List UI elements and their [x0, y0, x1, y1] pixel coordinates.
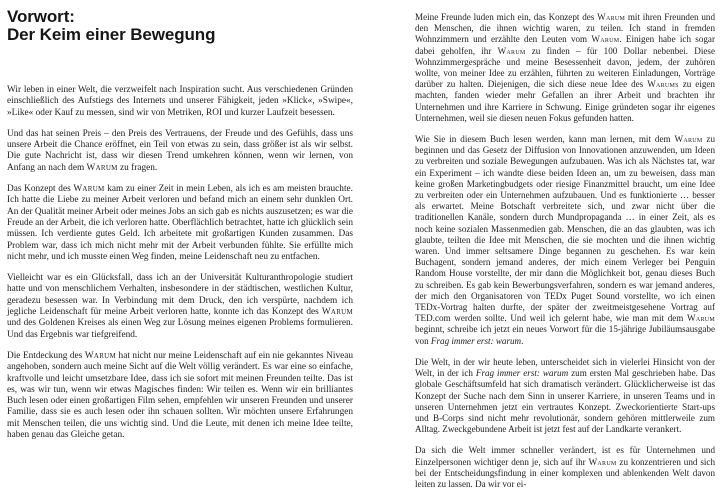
smallcaps-term: Warum	[674, 134, 703, 145]
text-run: Meine Freunde luden mich ein, das Konzept des	[415, 12, 598, 22]
text-run: und des Goldenen Kreises als einen Weg zur Lösung meines eigenen Problems formulieren. Und das Ergebnis war tiefgreifend.	[7, 318, 353, 340]
text-run: zum ersten Mal geschrieben habe. Das globale Geschäftsumfeld hat sich dramatisch verändert. Glücklicherweise ist das Konzept der Suche nach dem Sinn in unserer Karriere, in unseren Teams und in unseren Unternehmen jetzt ein vertrautes Konzept. Zweckorientierte Start-ups und B-Corps sind nicht mehr revolutionär, sondern gehören mittlerweile zum Alltag. Zweckgebundene Arbeit ist jetzt fest auf der Landkarte verankert.	[415, 368, 715, 435]
text-run: Da sich die Welt immer schneller verändert, ist es für Unternehmen und Einzelpersonen wichtiger denn je, sich auf ihr	[415, 445, 715, 467]
paragraph	[7, 85, 353, 119]
text-run: beginnt, schreibe ich jetzt ein neues Vorwort für die 15-jährige Jubiläumsausgabe von	[415, 324, 715, 346]
text-run: zu eigen machten, fanden wieder mehr Gefallen an ihrer Arbeit und brachten ihr Unternehmen und ihre Karriere in Schwung. Einige gründeten sogar ihr eigenes Unternehmen, weil sie diesen neuen Fokus gefunden hatten.	[415, 79, 715, 123]
text-run: kam zu einer Zeit in mein Leben, als ich es am meisten brauchte. Ich hatte die Liebe zu meiner Arbeit verloren und befand mich an einem sehr dunklen Ort. An der Qualität meiner Arbeit oder meines Jobs an sich gab es nichts auszusetzen; es war die Freude an der Arbeit, die ich verloren hatte. Oberflächlich betrachtet, hatte ich glücklich sein müssen. Ich verdiente gutes Geld. Ich arbeitete mit großartigen Kunden zusammen. Das Problem war, dass ich mich nicht mehr mit der Arbeit verbunden fühlte. Sie erfüllte mich nicht mehr, und ich musste einen Weg finden, meine Leidenschaft neu zu entfachen.	[7, 184, 353, 262]
text-run: Und das hat seinen Preis – den Preis des Vertrauens, der Freude und des Gefühls, dass uns unsere Arbeit die Chance eröffnet, ein Teil von etwas zu sein, dass größer ist als wir selbst. Die gute Nachricht ist, dass wir diesen Trend umkehren können, wenn wir lernen, von Anfang an nach dem	[7, 128, 353, 173]
left-page-body	[7, 85, 353, 441]
paragraph	[7, 351, 353, 441]
text-run: .	[521, 335, 524, 346]
text-run: Die Entdeckung des	[7, 350, 85, 361]
page-left	[7, 0, 353, 441]
right-page-body	[415, 12, 715, 490]
smallcaps-term: Warums	[647, 79, 679, 90]
smallcaps-term: Warum	[321, 307, 353, 318]
book-title-italic: Frag immer erst: warum	[475, 368, 569, 379]
chapter-title-line1: Vorwort:	[7, 7, 75, 26]
text-run: . Einigen habe ich sogar dabei geholfen, ihr	[415, 34, 715, 56]
paragraph	[415, 134, 715, 347]
chapter-title	[7, 8, 353, 43]
text-run: Das Konzept des	[7, 184, 74, 195]
text-run: zu finden – für 100 Dollar nebenbei. Diese Wohnzimmergespräche und meine Besessenheit davon, jedem, der zuhören wollte, von meiner Idee zu erzählen, führten zu weiteren Einladungen, Vorträge darüber zu halten. Diejenigen, die sich diese neue Idee des	[415, 45, 716, 90]
smallcaps-term: Warum	[84, 350, 117, 361]
smallcaps-term: Warum	[497, 45, 526, 56]
smallcaps-term: Warum	[687, 313, 715, 324]
text-run: Wie Sie in diesem Buch lesen werden, kann man lernen, mit dem	[415, 134, 675, 145]
paragraph	[7, 184, 353, 263]
text-run: Vielleicht war es ein Glücksfall, dass ich an der Universität Kulturanthropologie studiert hatte und von menschlichem Verhalten, insbesondere in der städtischen, westlichen Kultur, geradezu besessen war. In Verbindung mit dem Druck, den ich verspürte, nachdem ich jegliche Leidenschaft für meine Arbeit verloren hatte, konnte ich das Konzept des	[7, 273, 353, 318]
paragraph	[7, 273, 353, 341]
text-run: hat nicht nur meine Leidenschaft auf ein nie gekanntes Niveau angehoben, sondern auch meine Sicht auf die Welt völlig verändert. Es war eine so einfache, kraftvolle und leicht umsetzbare Idee, dass ich sie sofort mit meinen Freunden teilte. Das ist es, was wir tun, wenn wir etwas Magisches finden: Wir teilen es. Wenn wir ein brilliantes Buch lesen oder einen großartigen Film sehen, empfehlen wir unseren Freunden und unserer Familie, dass sie es auch lesen oder ihn schauen sollten. Wir möchten unsere Erfahrungen mit Menschen teilen, die uns wichtig sind. Und die Leute, mit denen ich meine Idee teilte, haben genau das Gleiche getan.	[7, 350, 353, 441]
text-run: zu konzentrieren und sich bei der Entscheidungsfindung in einer komplexen und ablenkenden Welt davon leiten zu lassen. Da wir vor ei-	[415, 456, 715, 489]
book-title-italic: Frag immer erst: warum	[430, 335, 522, 346]
smallcaps-term: Warum	[591, 34, 620, 45]
paragraph	[415, 357, 715, 435]
smallcaps-term: Warum	[588, 456, 617, 467]
paragraph	[7, 129, 353, 174]
text-run: Wir leben in einer Welt, die verzweifelt nach Inspiration sucht. Aus verschiedenen Gründen einschließlich des Aufstiegs des Internets und unserer Fähigkeit, jeden »Klick«, »Swipe«, »Like« oder Kauf zu messen, sind wir von Metriken, ROI und kurzer Laufzeit besessen.	[7, 85, 353, 118]
smallcaps-term: Warum	[597, 12, 626, 22]
paragraph	[415, 445, 715, 490]
text-run: zu beginnen und das Gesetz der Diffusion von Innovationen anzuwenden, um Ideen zu verbreiten und soziale Bewegungen aufzubauen. Was ich als Nächstes tat, war ein Experiment – ich wandte diese beiden Ideen an, um zu beweisen, dass man keine großen Marketingbudgets oder riesige Finanzmittel braucht, um eine Idee zu verbreiten oder ein Unternehmen aufzubauen. Und es funktionierte … besser als erwartet. Meine Botschaft verbreitete sich, und zwar nicht über die traditionellen Kanäle, sondern durch Mundpropaganda … in einer Zeit, als es noch keine sozialen Massenmedien gab. Menschen, die an das glaubten, was ich glaubte, teilten die Idee mit Menschen, die sie mochten und die ihnen wichtig waren. Und immer seltsamere Dinge begannen zu geschehen. Es war kein Buchagent, sondern jemand anderes, der mich einem Verleger bei Penguin Random House vorstellte, der mir dann die Möglichkeit bot, genau dieses Buch zu schreiben. Es gab kein Bewerbungsverfahren, sondern es war jemand anderes, der mich den Organisatoren von TEDx Puget Sound vorstellte, wo ich einen TEDx-Vortrag halten durfte, der später der zweitmeistgesehene Vortrag auf TED.com werden sollte. Und weil ich gelernt habe, wie man mit dem	[415, 134, 716, 324]
chapter-title-line2: Der Keim einer Bewegung	[7, 24, 216, 44]
smallcaps-term: Warum	[73, 184, 105, 195]
text-run: zu fragen.	[117, 162, 158, 173]
text-run: mit ihren Freunden und den Menschen, die ihnen wichtig waren, zu teilen. Ich stand in fremden Wohnzimmern und erzählte den Leuten vom	[415, 12, 715, 45]
page-right	[415, 0, 715, 490]
text-run: Die Welt, in der wir heute leben, unterscheidet sich in vielerlei Hinsicht von der Welt, in der ich	[415, 356, 715, 379]
smallcaps-term: Warum	[86, 162, 118, 173]
paragraph	[415, 12, 715, 124]
